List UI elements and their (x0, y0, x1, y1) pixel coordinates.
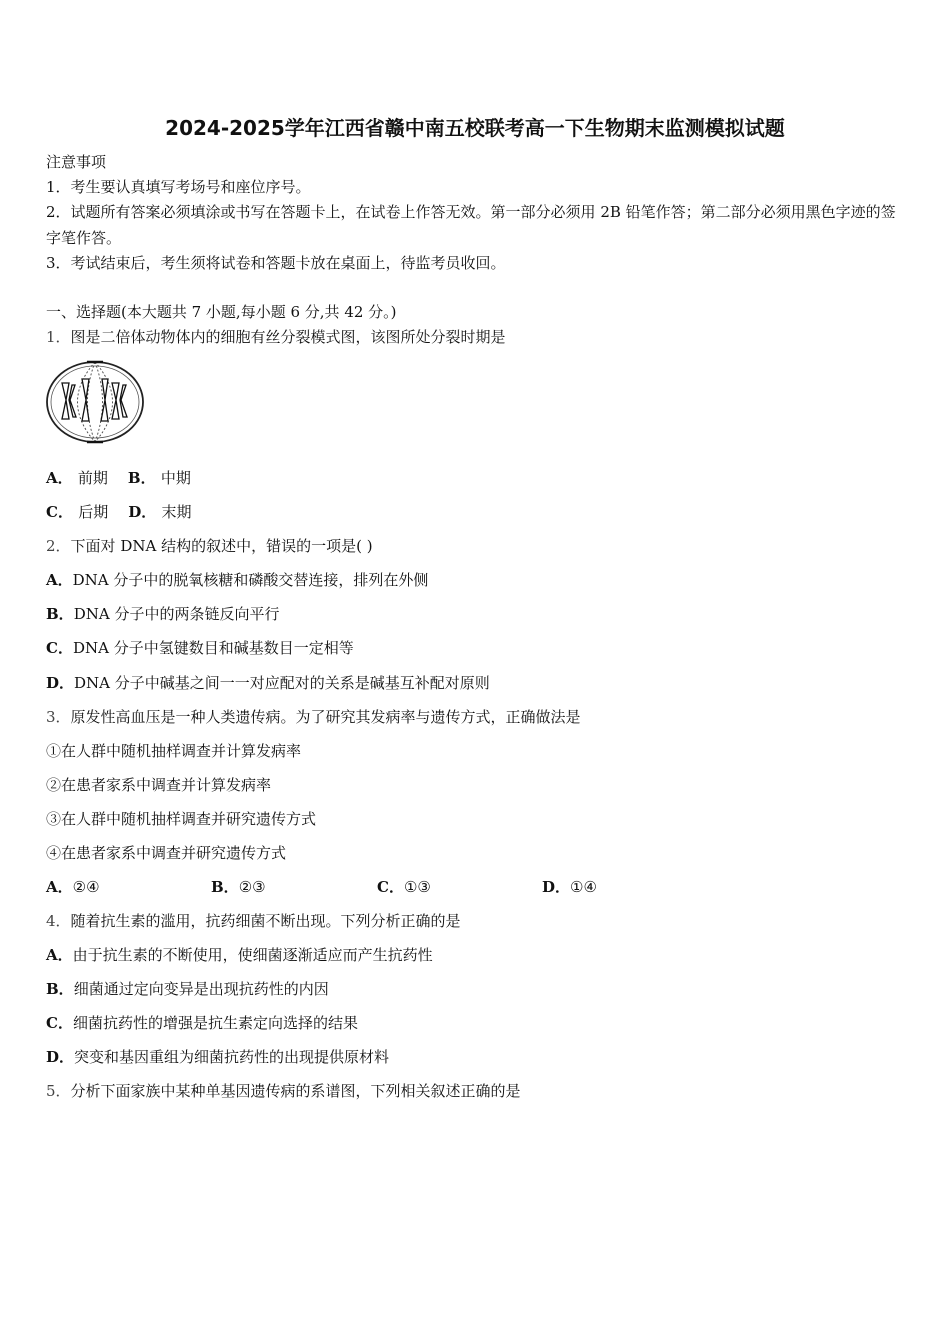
option-text: 突变和基因重组为细菌抗药性的出现提供原材料 (74, 1048, 390, 1066)
question-number: 2． (46, 537, 71, 555)
mitosis-cell-figure (42, 355, 148, 449)
option-text: 前期 (77, 469, 108, 487)
option-label: B． (211, 878, 239, 896)
option-label: D． (542, 878, 571, 896)
option-d[interactable] (128, 502, 191, 522)
option-text: 中期 (160, 469, 191, 487)
option-text: ①③ (403, 878, 431, 896)
question-stem: 下面对 DNA 结构的叙述中，错误的一项是( ) (70, 537, 373, 555)
question-5 (46, 1081, 521, 1101)
question-2 (46, 536, 373, 556)
option-text: DNA 分子中氢键数目和碱基数目一定相等 (72, 639, 354, 657)
option-label: A． (46, 571, 73, 589)
page-title: 2024-2025学年江西省赣中南五校联考高一下生物期末监测模拟试题 (165, 116, 785, 140)
option-text: ①④ (570, 878, 597, 896)
option-text: ②④ (72, 878, 100, 896)
option-text: 后期 (78, 503, 109, 521)
q3-item-3: ③在人群中随机抽样调查并研究遗传方式 (46, 810, 317, 828)
q4-option-a[interactable] (46, 945, 433, 965)
q4-option-d[interactable] (46, 1047, 389, 1067)
q2-option-b[interactable] (46, 604, 279, 624)
option-label: A． (46, 946, 73, 964)
option-text: 末期 (161, 503, 192, 521)
option-label: A． (46, 469, 73, 487)
q2-option-d[interactable] (46, 673, 490, 693)
question-number: 3． (46, 708, 71, 726)
option-text: ②③ (238, 878, 266, 896)
q3-option-b[interactable] (211, 877, 266, 897)
option-text: 细菌抗药性的增强是抗生素定向选择的结果 (72, 1014, 358, 1032)
question-1 (46, 327, 506, 347)
option-label: D． (128, 503, 157, 521)
option-label: C． (46, 503, 73, 521)
question-3 (46, 707, 581, 727)
option-label: D． (46, 1048, 75, 1066)
q3-option-a[interactable] (46, 877, 100, 897)
q2-option-c[interactable] (46, 638, 354, 658)
notice-item-3: 3．考试结束后，考生须将试卷和答题卡放在桌面上，待监考员收回。 (46, 254, 506, 272)
option-label: D． (46, 674, 75, 692)
option-label: C． (46, 639, 73, 657)
question-number: 4． (46, 912, 71, 930)
question-4 (46, 911, 461, 931)
q3-item-4: ④在患者家系中调查并研究遗传方式 (46, 844, 287, 862)
q4-option-c[interactable] (46, 1013, 358, 1033)
q4-option-b[interactable] (46, 979, 329, 999)
option-text: 细菌通过定向变异是出现抗药性的内因 (73, 980, 329, 998)
question-number: 5． (46, 1082, 71, 1100)
option-label: B． (46, 980, 74, 998)
q3-item-2: ②在患者家系中调查并计算发病率 (46, 776, 272, 794)
notice-item-1: 1．考生要认真填写考场号和座位序号。 (46, 178, 311, 196)
section-heading: 一、选择题(本大题共 7 小题,每小题 6 分,共 42 分。) (46, 303, 397, 321)
option-text: DNA 分子中的脱氧核糖和磷酸交替连接，排列在外侧 (72, 571, 429, 589)
question-stem: 图是二倍体动物体内的细胞有丝分裂模式图，该图所处分裂时期是 (70, 328, 506, 346)
option-text: DNA 分子中的两条链反向平行 (73, 605, 280, 623)
option-label: C． (377, 878, 404, 896)
option-label: C． (46, 1014, 73, 1032)
option-label: B． (127, 469, 156, 487)
option-b[interactable] (128, 468, 191, 488)
q1-options-row-2 (46, 502, 191, 522)
option-text: DNA 分子中碱基之间一一对应配对的关系是碱基互补配对原则 (74, 674, 490, 692)
q3-option-d[interactable] (542, 877, 597, 897)
q3-option-c[interactable] (377, 877, 431, 897)
question-stem: 分析下面家族中某种单基因遗传病的系谱图，下列相关叙述正确的是 (70, 1082, 521, 1100)
option-a[interactable] (46, 468, 108, 488)
option-label: B． (46, 605, 74, 623)
option-c[interactable] (46, 502, 108, 522)
q3-item-1: ①在人群中随机抽样调查并计算发病率 (46, 742, 302, 760)
notice-item-2: 2．试题所有答案必须填涂或书写在答题卡上，在试卷上作答无效。第一部分必须用 2B 铅笔作答；第二部分必须用黑色字迹的签字笔作答。 (46, 203, 896, 247)
option-text: 由于抗生素的不断使用，使细菌逐渐适应而产生抗药性 (72, 946, 433, 964)
question-number: 1． (46, 328, 71, 346)
notice-heading: 注意事项 (46, 153, 107, 171)
option-label: A． (46, 878, 73, 896)
q1-options-row-1 (46, 468, 191, 488)
question-stem: 随着抗生素的滥用，抗药细菌不断出现。下列分析正确的是 (70, 912, 461, 930)
question-stem: 原发性高血压是一种人类遗传病。为了研究其发病率与遗传方式，正确做法是 (70, 708, 581, 726)
q2-option-a[interactable] (46, 570, 428, 590)
